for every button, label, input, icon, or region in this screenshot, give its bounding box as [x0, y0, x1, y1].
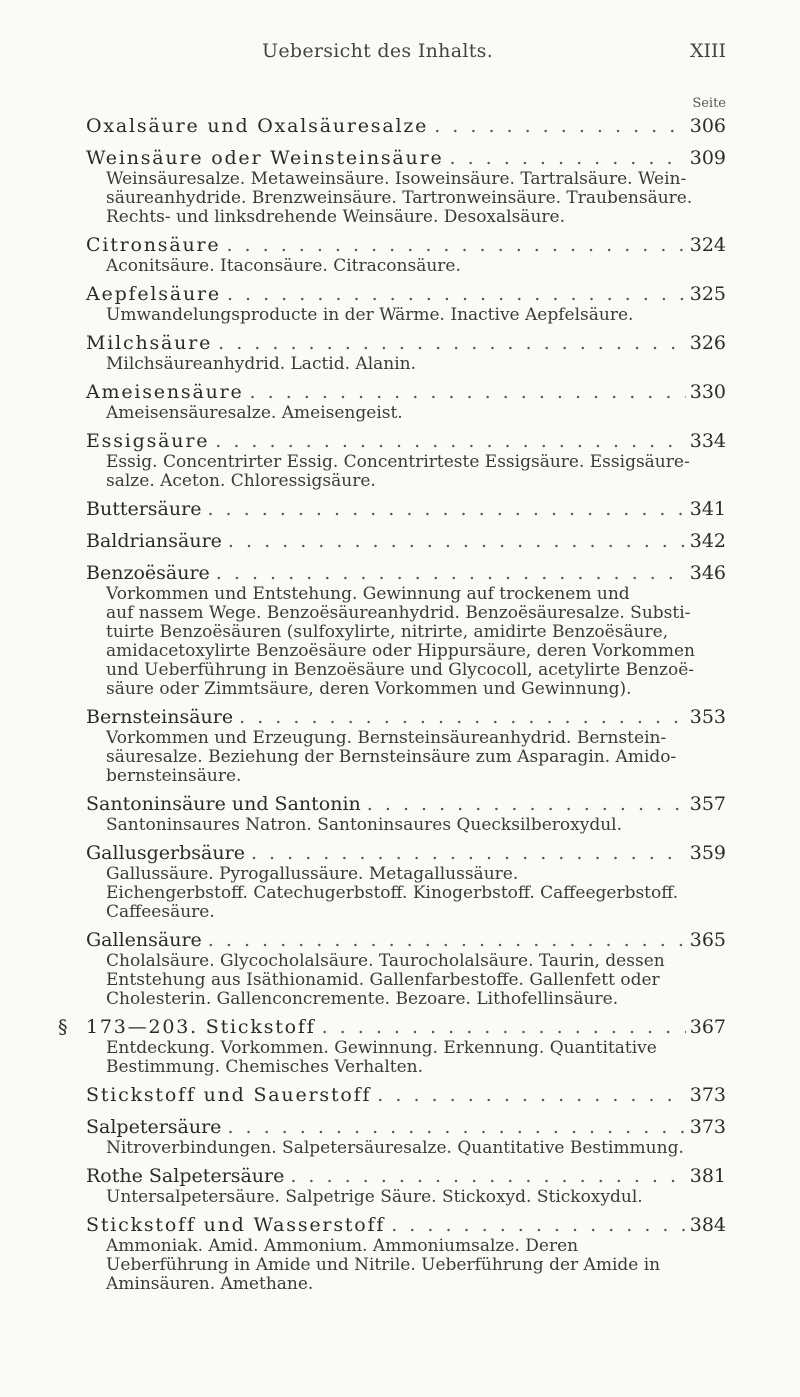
description-line: säuresalze. Beziehung der Bernsteinsäure zum Asparagin. Amido-: [106, 747, 677, 767]
toc-entry-description: [0, 816, 800, 835]
dot-leader: [218, 329, 686, 357]
toc-entry-description: [0, 306, 800, 325]
description-line: Ueberführung in Amide und Nitrile. Ueberführung der Amide in: [106, 1255, 661, 1275]
description-line: Aminsäuren. Amethane.: [106, 1274, 314, 1294]
description-line: Entstehung aus Isäthionamid. Gallenfarbestoffe. Gallenfett oder: [106, 970, 660, 990]
description-line: Cholalsäure. Glycocholalsäure. Taurocholalsäure. Taurin, dessen: [106, 951, 665, 971]
toc-entry-description: [0, 1139, 800, 1158]
toc-entry-page: 367: [689, 1016, 726, 1038]
toc-entry-page: 373: [689, 1116, 726, 1138]
toc-entry-title: Buttersäure: [86, 498, 202, 520]
toc-entry-page: 384: [689, 1214, 726, 1236]
description-line: Ameisensäuresalze. Ameisengeist.: [106, 403, 403, 423]
toc-heading-line: [0, 1211, 800, 1239]
toc-entry-page: 381: [689, 1165, 726, 1187]
dot-leader: [322, 1013, 686, 1041]
toc-entry: [0, 1081, 800, 1109]
toc-entry-description: [0, 585, 800, 699]
description-line: Aconitsäure. Itaconsäure. Citraconsäure.: [106, 256, 461, 276]
toc-entry: [0, 1162, 800, 1207]
toc-entry-title: Ameisensäure: [86, 381, 244, 403]
toc-entry-description: [0, 1039, 800, 1077]
toc-heading-line: [0, 144, 800, 172]
description-line: Milchsäureanhydrid. Lactid. Alanin.: [106, 354, 417, 374]
dot-leader: [208, 926, 686, 954]
dot-leader: [367, 790, 686, 818]
header-title: Uebersicht des Inhalts.: [262, 40, 494, 62]
toc-heading-line: [0, 1081, 800, 1109]
toc-entry-page: 342: [689, 530, 726, 552]
dot-leader: [377, 1081, 685, 1109]
description-line: Cholesterin. Gallenconcremente. Bezoare. Lithofellinsäure.: [106, 989, 619, 1009]
toc-entry-page: 357: [689, 793, 726, 815]
toc-entry-page: 309: [689, 147, 726, 169]
toc-entry: [0, 559, 800, 699]
table-of-contents: [0, 112, 800, 1298]
toc-heading-line: [0, 839, 800, 867]
header-page-number: XIII: [689, 40, 726, 62]
toc-entry-description: [0, 257, 800, 276]
description-line: Umwandelungsproducte in der Wärme. Inactive Aepfelsäure.: [106, 305, 634, 325]
description-line: tuirte Benzoësäuren (sulfoxylirte, nitrirte, amidirte Benzoësäure,: [106, 622, 669, 642]
toc-entry-page: 334: [689, 430, 726, 452]
toc-heading-line: [0, 790, 800, 818]
description-line: Caffeesäure.: [106, 902, 215, 922]
toc-entry-title: Stickstoff und Sauerstoff: [86, 1084, 372, 1106]
toc-heading-line: [0, 1013, 800, 1041]
toc-entry: [0, 839, 800, 922]
description-line: auf nassem Wege. Benzoësäureanhydrid. Benzoësäuresalze. Substi-: [106, 603, 691, 623]
toc-entry-page: 359: [689, 842, 726, 864]
toc-entry-description: [0, 453, 800, 491]
description-line: säureanhydride. Brenzweinsäure. Tartronweinsäure. Traubensäure.: [106, 188, 693, 208]
toc-entry-description: [0, 355, 800, 374]
toc-entry-page: 346: [689, 562, 726, 584]
toc-heading-line: [0, 427, 800, 455]
toc-heading-line: [0, 378, 800, 406]
description-line: Nitroverbindungen. Salpetersäuresalze. Quantitative Bestimmung.: [106, 1138, 684, 1158]
toc-heading-line: [0, 495, 800, 523]
toc-entry: [0, 280, 800, 325]
toc-entry-page: 306: [689, 115, 726, 137]
section-mark: §: [58, 1016, 68, 1038]
toc-entry-page: 326: [689, 332, 726, 354]
toc-entry-description: [0, 170, 800, 227]
description-line: Rechts- und linksdrehende Weinsäure. Desoxalsäure.: [106, 207, 565, 227]
toc-entry-title: Santoninsäure und Santonin: [86, 793, 361, 815]
toc-entry: [0, 329, 800, 374]
toc-entry-title: Aepfelsäure: [86, 283, 221, 305]
toc-heading-line: [0, 1113, 800, 1141]
dot-leader: [227, 280, 686, 308]
toc-entry: [0, 703, 800, 786]
page-column-label: Seite: [692, 96, 726, 111]
toc-entry-title: Benzoësäure: [86, 562, 210, 584]
toc-entry-title: Stickstoff und Wasserstoff: [86, 1214, 386, 1236]
toc-heading-line: [0, 112, 800, 140]
description-line: Vorkommen und Erzeugung. Bernsteinsäureanhydrid. Bernstein-: [106, 728, 667, 748]
description-line: bernsteinsäure.: [106, 766, 242, 786]
dot-leader: [251, 839, 686, 867]
toc-entry-title: Oxalsäure und Oxalsäuresalze: [86, 115, 429, 137]
toc-entry-description: [0, 1188, 800, 1207]
dot-leader: [391, 1211, 686, 1239]
toc-heading-line: [0, 1162, 800, 1190]
toc-entry-page: 341: [689, 498, 726, 520]
toc-entry-title: Bernsteinsäure: [86, 706, 234, 728]
description-line: Eichengerbstoff. Catechugerbstoff. Kinogerbstoff. Caffeegerbstoff.: [106, 883, 679, 903]
dot-leader: [250, 378, 686, 406]
toc-entry-description: [0, 729, 800, 786]
dot-leader: [215, 427, 685, 455]
dot-leader: [207, 495, 685, 523]
toc-entry-description: [0, 404, 800, 423]
toc-entry: [0, 144, 800, 227]
toc-entry: [0, 926, 800, 1009]
toc-heading-line: [0, 280, 800, 308]
toc-entry: [0, 112, 800, 140]
toc-heading-line: [0, 527, 800, 555]
toc-entry: [0, 790, 800, 835]
description-line: amidacetoxylirte Benzoësäure oder Hippursäure, deren Vorkommen: [106, 641, 695, 661]
description-line: Essig. Concentrirter Essig. Concentrirteste Essigsäure. Essigsäure-: [106, 452, 690, 472]
toc-entry-page: 373: [689, 1084, 726, 1106]
toc-entry-description: [0, 1237, 800, 1294]
toc-entry-title: Milchsäure: [86, 332, 213, 354]
toc-entry: [0, 231, 800, 276]
description-line: säure oder Zimmtsäure, deren Vorkommen und Gewinnung).: [106, 679, 632, 699]
description-line: Bestimmung. Chemisches Verhalten.: [106, 1057, 423, 1077]
toc-entry: [0, 427, 800, 491]
toc-entry: [0, 1211, 800, 1294]
toc-entry-page: 324: [689, 234, 726, 256]
toc-heading-line: [0, 703, 800, 731]
toc-entry: [0, 1013, 800, 1077]
toc-entry-title: 173—203. Stickstoff: [86, 1016, 316, 1038]
toc-heading-line: [0, 926, 800, 954]
toc-entry: [0, 495, 800, 523]
toc-entry-title: Gallusgerbsäure: [86, 842, 245, 864]
toc-entry-title: Baldriansäure: [86, 530, 222, 552]
toc-entry-title: Rothe Salpetersäure: [86, 1165, 285, 1187]
toc-heading-line: [0, 231, 800, 259]
toc-entry-title: Gallensäure: [86, 929, 202, 951]
toc-entry: [0, 1113, 800, 1158]
toc-entry-title: Essigsäure: [86, 430, 210, 452]
dot-leader: [216, 559, 686, 587]
toc-entry-page: 330: [689, 381, 726, 403]
description-line: Vorkommen und Entstehung. Gewinnung auf trockenem und: [106, 584, 630, 604]
description-line: und Ueberführung in Benzoësäure und Glycocoll, acetylirte Benzoë-: [106, 660, 695, 680]
description-line: salze. Aceton. Chloressigsäure.: [106, 471, 376, 491]
dot-leader: [239, 703, 686, 731]
toc-entry: [0, 378, 800, 423]
toc-entry-title: Weinsäure oder Weinsteinsäure: [86, 147, 444, 169]
toc-entry-page: 365: [689, 929, 726, 951]
toc-entry-page: 353: [689, 706, 726, 728]
description-line: Ammoniak. Amid. Ammonium. Ammoniumsalze. Deren: [106, 1236, 579, 1256]
dot-leader: [227, 1113, 685, 1141]
dot-leader: [450, 144, 686, 172]
dot-leader: [228, 527, 686, 555]
running-header: [0, 40, 800, 66]
description-line: Gallussäure. Pyrogallussäure. Metagallussäure.: [106, 864, 519, 884]
dot-leader: [434, 112, 686, 140]
toc-heading-line: [0, 559, 800, 587]
toc-entry: [0, 527, 800, 555]
toc-entry-title: Salpetersäure: [86, 1116, 222, 1138]
description-line: Entdeckung. Vorkommen. Gewinnung. Erkennung. Quantitative: [106, 1038, 657, 1058]
dot-leader: [226, 231, 685, 259]
toc-entry-description: [0, 865, 800, 922]
toc-entry-description: [0, 952, 800, 1009]
description-line: Santoninsaures Natron. Santoninsaures Quecksilberoxydul.: [106, 815, 623, 835]
dot-leader: [290, 1162, 685, 1190]
description-line: Untersalpetersäure. Salpetrige Säure. Stickoxyd. Stickoxydul.: [106, 1187, 643, 1207]
toc-entry-page: 325: [689, 283, 726, 305]
toc-entry-title: Citronsäure: [86, 234, 221, 256]
toc-heading-line: [0, 329, 800, 357]
description-line: Weinsäuresalze. Metaweinsäure. Isoweinsäure. Tartralsäure. Wein-: [106, 169, 687, 189]
